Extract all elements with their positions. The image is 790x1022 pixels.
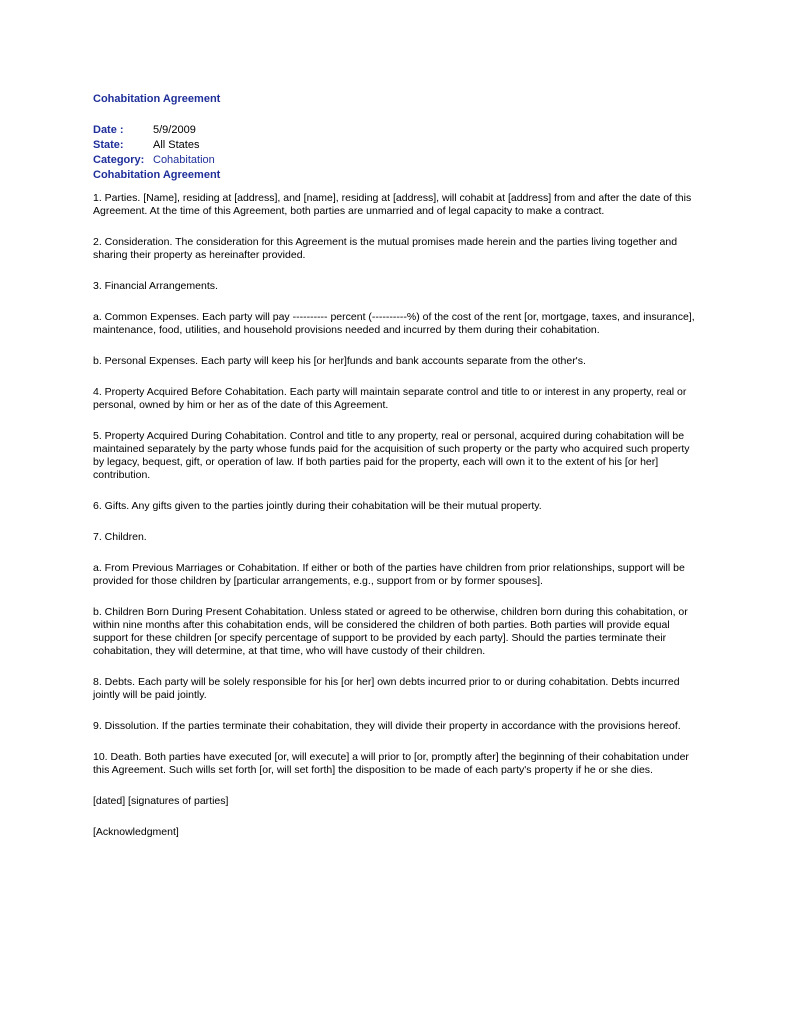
- date-label: Date :: [93, 124, 124, 136]
- paragraph-property-during: 5. Property Acquired During Cohabitation. Control and title to any property, real or personal, acquired during cohabitation will be maintained separately by the party whose funds paid for the acquisition of such property or the party who acquired such property by legacy, bequest, gift, or operation of law. If both parties paid for the property, each will own it to the extent of his [or her] contribution.: [93, 430, 690, 481]
- category-label: Category:: [93, 154, 145, 166]
- paragraph-common-expenses: a. Common Expenses. Each party will pay ---------- percent (----------%) of the cost of the rent [or, mortgage, taxes, and insurance], maintenance, food, utilities, and household provisions needed and incurred by them during their cohabitation.: [93, 311, 695, 336]
- state-label: State:: [93, 139, 124, 151]
- paragraph-dissolution: 9. Dissolution. If the parties terminate their cohabitation, they will divide their property in accordance with the provisions hereof.: [93, 720, 681, 732]
- paragraph-consideration: 2. Consideration. The consideration for this Agreement is the mutual promises made herein and the parties living together and sharing their property as hereinafter provided.: [93, 236, 678, 261]
- paragraph-property-before: 4. Property Acquired Before Cohabitation. Each party will maintain separate control and title to or interest in any property, real or personal, owned by him or her as of the date of this Agreement.: [93, 386, 687, 411]
- document-metadata: [93, 123, 698, 183]
- paragraph-death: 10. Death. Both parties have executed [or, will execute] a will prior to [or, promptly after] the beginning of their cohabitation under this Agreement. Such wills set forth [or, will set forth] the disposition to be made of each party's property if he or she dies.: [93, 751, 689, 776]
- document-page: [93, 92, 698, 857]
- document-title: Cohabitation Agreement: [93, 93, 221, 105]
- state-row: [93, 138, 698, 153]
- paragraph-acknowledgment: [Acknowledgment]: [93, 826, 179, 838]
- paragraph-children: 7. Children.: [93, 531, 147, 543]
- paragraph-debts: 8. Debts. Each party will be solely responsible for his [or her] own debts incurred prior to or during cohabitation. Debts incurred jointly will be paid jointly.: [93, 676, 680, 701]
- paragraph-personal-expenses: b. Personal Expenses. Each party will keep his [or her]funds and bank accounts separate from the other's.: [93, 355, 586, 367]
- paragraph-gifts: 6. Gifts. Any gifts given to the parties jointly during their cohabitation will be their mutual property.: [93, 500, 542, 512]
- agreement-body: [93, 192, 698, 839]
- agreement-heading: Cohabitation Agreement: [93, 169, 221, 181]
- state-value: All States: [153, 139, 200, 151]
- paragraph-children-present: b. Children Born During Present Cohabitation. Unless stated or agreed to be otherwise, children born during this cohabitation, or within nine months after this cohabitation ends, will be considered the children of both parties. Both parties will provide equal support for these children [or specify percentage of support to be provided by each party]. Should the parties terminate their cohabitation, they will determine, at that time, who will have custody of their children.: [93, 606, 688, 657]
- category-link[interactable]: Cohabitation: [153, 154, 215, 166]
- date-row: [93, 123, 698, 138]
- date-value: 5/9/2009: [153, 124, 196, 136]
- category-row: [93, 153, 698, 168]
- paragraph-children-previous: a. From Previous Marriages or Cohabitation. If either or both of the parties have children from prior relationships, support will be provided for those children by [particular arrangements, e.g., support from or by former spouses].: [93, 562, 685, 587]
- paragraph-financial-arrangements: 3. Financial Arrangements.: [93, 280, 218, 292]
- paragraph-signatures: [dated] [signatures of parties]: [93, 795, 229, 807]
- paragraph-parties: 1. Parties. [Name], residing at [address], and [name], residing at [address], will cohabit at [address] from and after the date of this Agreement. At the time of this Agreement, both parties are unmarried and of legal capacity to make a contract.: [93, 192, 692, 217]
